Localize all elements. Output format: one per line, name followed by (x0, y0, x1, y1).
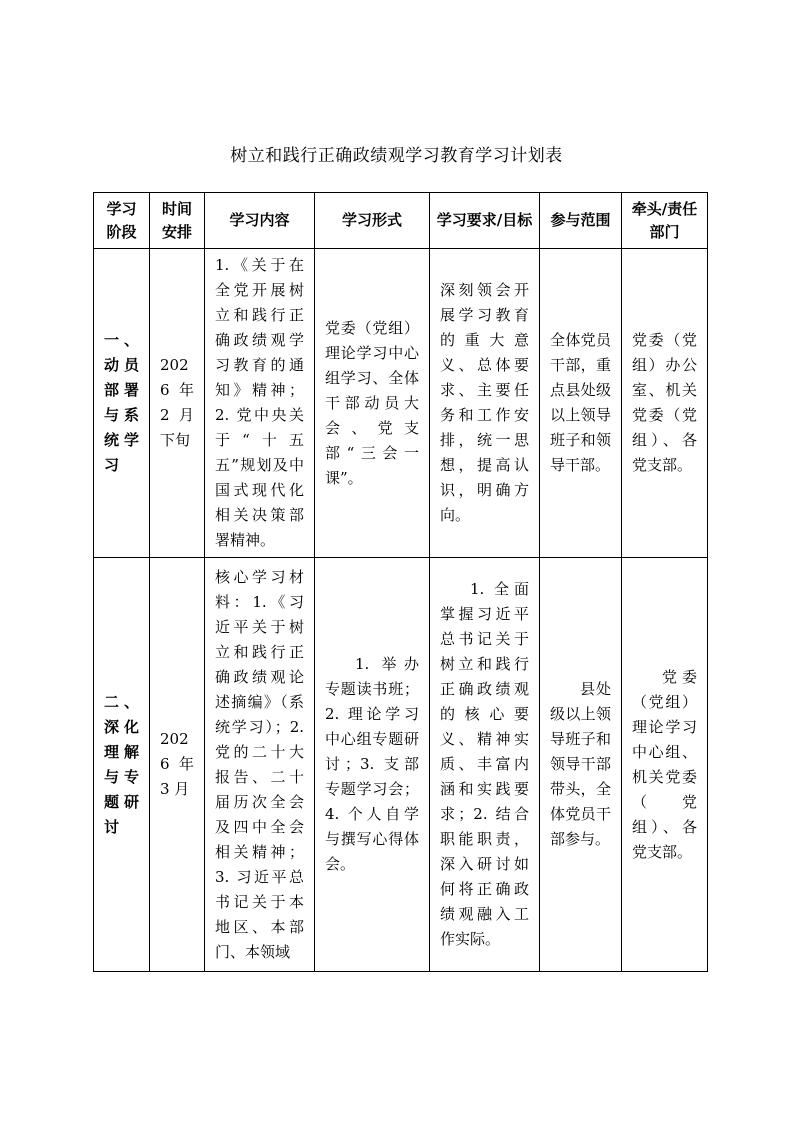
cell-requirement: 1. 全面掌握习近平总书记关于树立和践行正确政绩观的核心要义、精神实质、丰富内涵和实践要求；2. 结合职能职责，深入研讨如何将正确政绩观融入工作实际。 (430, 558, 540, 972)
table-row (94, 558, 708, 972)
cell-stage: 二、深化理解与专题研讨 (94, 558, 150, 972)
table-row (94, 249, 708, 558)
cell-department: 党委（党组）办公室、机关党委（党组）、各党支部。 (622, 249, 708, 558)
learning-plan-table (93, 192, 708, 972)
header-format: 学习形式 (315, 193, 430, 249)
cell-department: 党委（党组）理论学习中心组、机关党委（党组）、各党支部。 (622, 558, 708, 972)
header-requirement: 学习要求/目标 (430, 193, 540, 249)
cell-content: 核心学习材料：1.《习近平关于树立和践行正确政绩观论述摘编》（系统学习）；2. 党的二十大报告、二十届历次全会及四中全会相关精神；3. 习近平总书记关于本地区、本部门、本领域 (205, 558, 315, 972)
cell-format: 党委（党组）理论学习中心组学习、全体干部动员大会、党支部“三会一课”。 (315, 249, 430, 558)
page-title: 树立和践行正确政绩观学习教育学习计划表 (230, 146, 563, 166)
header-department: 牵头/责任部门 (622, 193, 708, 249)
header-content: 学习内容 (205, 193, 315, 249)
header-stage: 学习阶段 (94, 193, 150, 249)
cell-time: 2026 年 3 月 (150, 558, 205, 972)
header-row (94, 193, 708, 249)
cell-format: 1. 举办专题读书班；2. 理论学习中心组专题研讨；3. 支部专题学习会；4. 个人自学与撰写心得体会。 (315, 558, 430, 972)
header-time: 时间安排 (150, 193, 205, 249)
cell-requirement: 深刻领会开展学习教育的重大意义、总体要求、主要任务和工作安排，统一思想，提高认识，明确方向。 (430, 249, 540, 558)
cell-stage: 一、动员部署与系统学习 (94, 249, 150, 558)
cell-scope: 县处级以上领导班子和领导干部带头，全体党员干部参与。 (540, 558, 622, 972)
cell-scope: 全体党员干部，重点县处级以上领导班子和领导干部。 (540, 249, 622, 558)
cell-time: 2026 年 2 月下旬 (150, 249, 205, 558)
cell-content: 1.《关于在全党开展树立和践行正确政绩观学习教育的通知》精神；2. 党中央关于“十五五”规划及中国式现代化相关决策部署精神。 (205, 249, 315, 558)
header-scope: 参与范围 (540, 193, 622, 249)
